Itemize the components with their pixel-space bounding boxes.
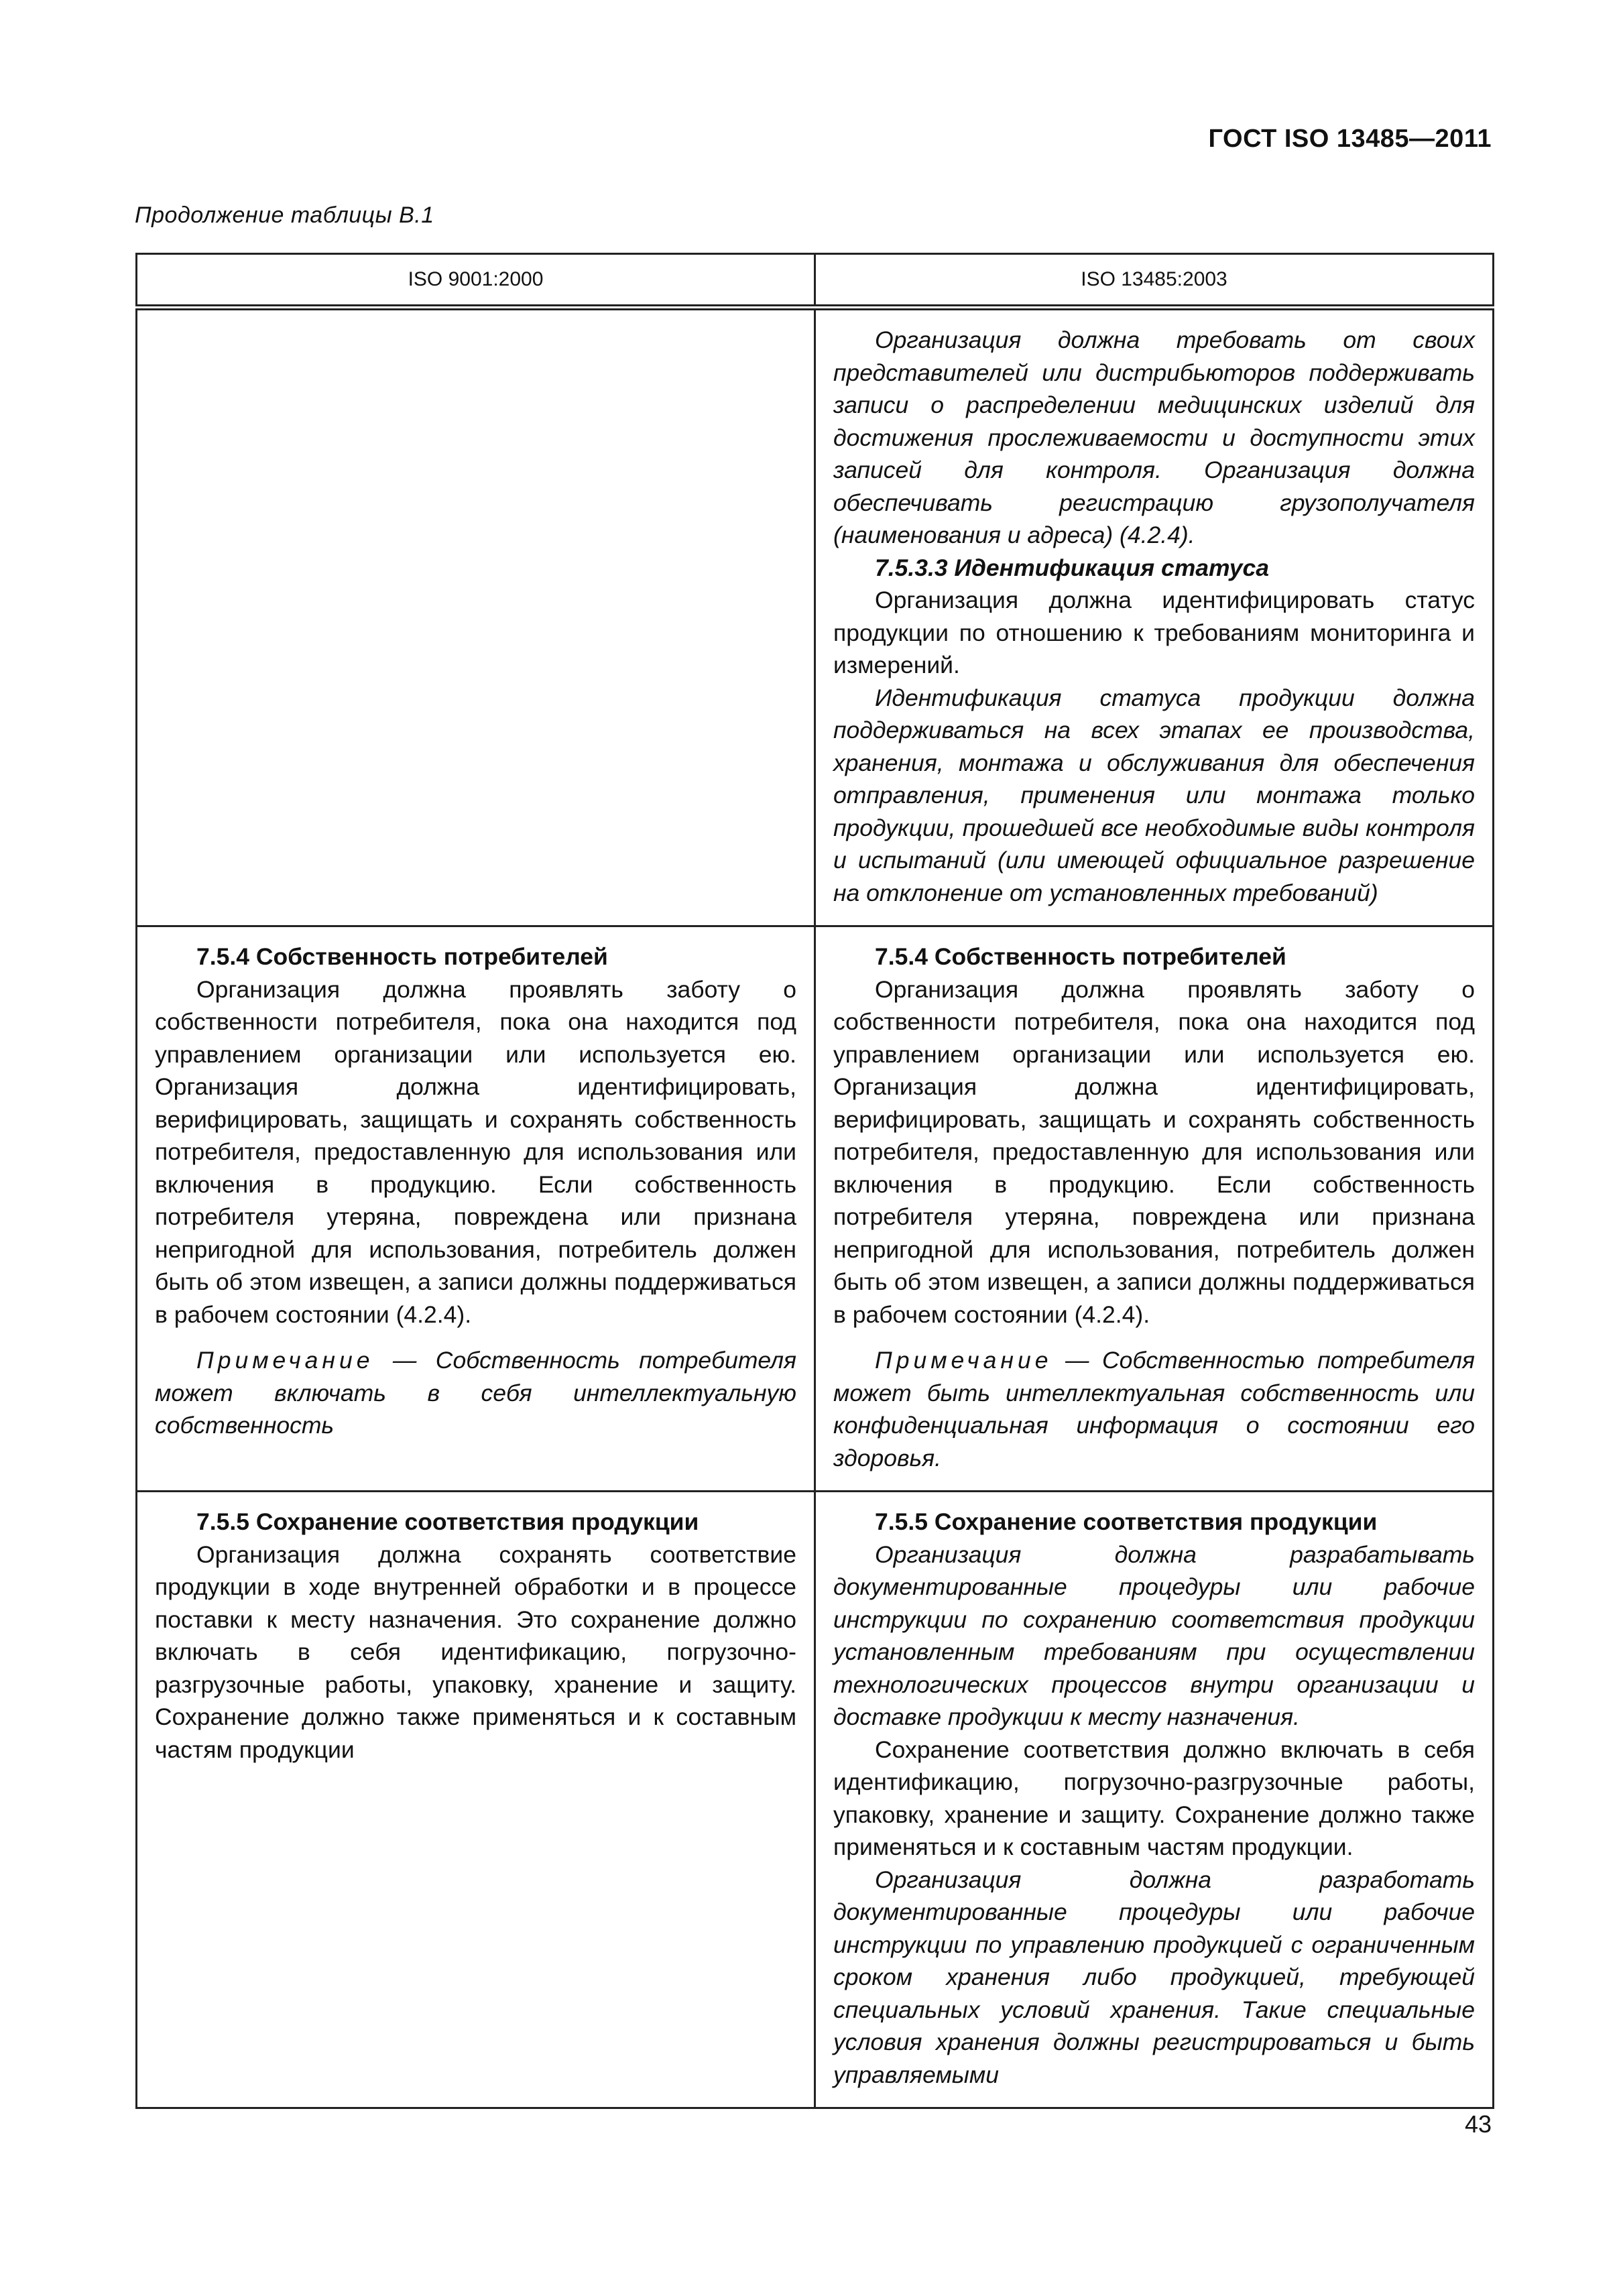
paragraph: Организация должна проявлять заботу о собственности потребителя, пока она находится под управлением организации или используется ею. Организация должна идентифицировать, верифицировать, защищать и сохранять собственность потребителя, предоставленную для использования или включения в продукцию. Если собственность потребителя утеряна, повреждена или признана непригодной для использования, потребитель должен быть об этом извещен, а записи должны поддерживаться в рабочем состоянии (4.2.4). [833,975,1475,1328]
page-number: 43 [1464,2110,1492,2138]
section-heading: 7.5.5 Сохранение соответствия продукции [196,1508,699,1535]
section-heading: 7.5.3.3 Идентификация статуса [875,554,1269,581]
note [833,1344,1475,1474]
note-text: — Собственность потребителя может включать в себя интеллектуальную собственность [155,1347,796,1439]
table-cell-empty [137,308,815,926]
paragraph: Организация должна идентифицировать статус продукции по отношению к требованиям мониторинга и измерений. [833,587,1475,678]
table-row [137,1492,1494,2108]
note [155,1344,796,1442]
section-heading: 7.5.4 Собственность потребителей [875,943,1286,970]
paragraph: Сохранение соответствия должно включать в себя идентификацию, погрузочно-разгрузочные работы, упаковку, хранение и защиту. Сохранение должно также применяться и к составным частям продукции. [833,1736,1475,1860]
paragraph: Организация должна проявлять заботу о собственности потребителя, пока она находится под управлением организации или используется ею. Организация должна идентифицировать, верифицировать, защищать и сохранять собственность потребителя, предоставленную для использования или включения в продукцию. Если собственность потребителя утеряна, повреждена или признана непригодной для использования, потребитель должен быть об этом извещен, а записи должны поддерживаться в рабочем состоянии (4.2.4). [155,975,796,1328]
table-header-row [137,254,1494,308]
table-cell [815,308,1494,926]
table-row [137,926,1494,1492]
table-cell [815,1492,1494,2108]
paragraph-italic: Идентификация статуса продукции должна поддерживаться на всех этапах ее производства, хранения, монтажа и обслуживания для обеспечения отправления, применения или монтажа только продукции, прошедшей все необходимые виды контроля и испытаний (или имеющей официальное разрешение на отклонение от установленных требований) [833,684,1475,906]
paragraph: Организация должна сохранять соответствие продукции в ходе внутренней обработки и в процессе поставки к месту назначения. Это сохранение должно включать в себя идентификацию, погрузочно-разгрузочные работы, упаковку, хранение и защиту. Сохранение должно также применяться и к составным частям продукции [155,1540,796,1763]
table-cell [137,1492,815,2108]
paragraph-italic: Организация должна разработать документированные процедуры или рабочие инструкции по управлению продукцией с ограниченным сроком хранения либо продукцией, требующей специальных условий хранения. Такие специальные условия хранения должны регистрироваться и быть управляемыми [833,1866,1475,2088]
section-heading: 7.5.4 Собственность потребителей [196,943,608,970]
note-label: Примечание [196,1347,374,1374]
note-label: Примечание [875,1347,1053,1374]
document-id-header: ГОСТ ISO 13485—2011 [1208,125,1492,153]
column-header-iso9001: ISO 9001:2000 [137,254,815,308]
note-text: — Собственностью потребителя может быть интеллектуальная собственность или конфиденциальная информация о состоянии его здоровья. [833,1347,1475,1471]
table-cell [815,926,1494,1492]
paragraph-italic: Организация должна требовать от своих представителей или дистрибьюторов поддерживать записи о распределении медицинских изделий для достижения прослеживаемости и доступности этих записей для контроля. Организация должна обеспечивать регистрацию грузополучателя (наименования и адреса) (4.2.4). [833,326,1475,548]
section-heading: 7.5.5 Сохранение соответствия продукции [875,1508,1378,1535]
table-caption: Продолжение таблицы В.1 [135,202,434,228]
column-header-iso13485: ISO 13485:2003 [815,254,1494,308]
table-cell [137,926,815,1492]
table-row [137,308,1494,926]
paragraph-italic: Организация должна разрабатывать документированные процедуры или рабочие инструкции по сохранению соответствия продукции установленным требованиям при осуществлении технологических процессов внутри организации и доставке продукции к месту назначения. [833,1540,1475,1730]
comparison-table [135,253,1494,2109]
